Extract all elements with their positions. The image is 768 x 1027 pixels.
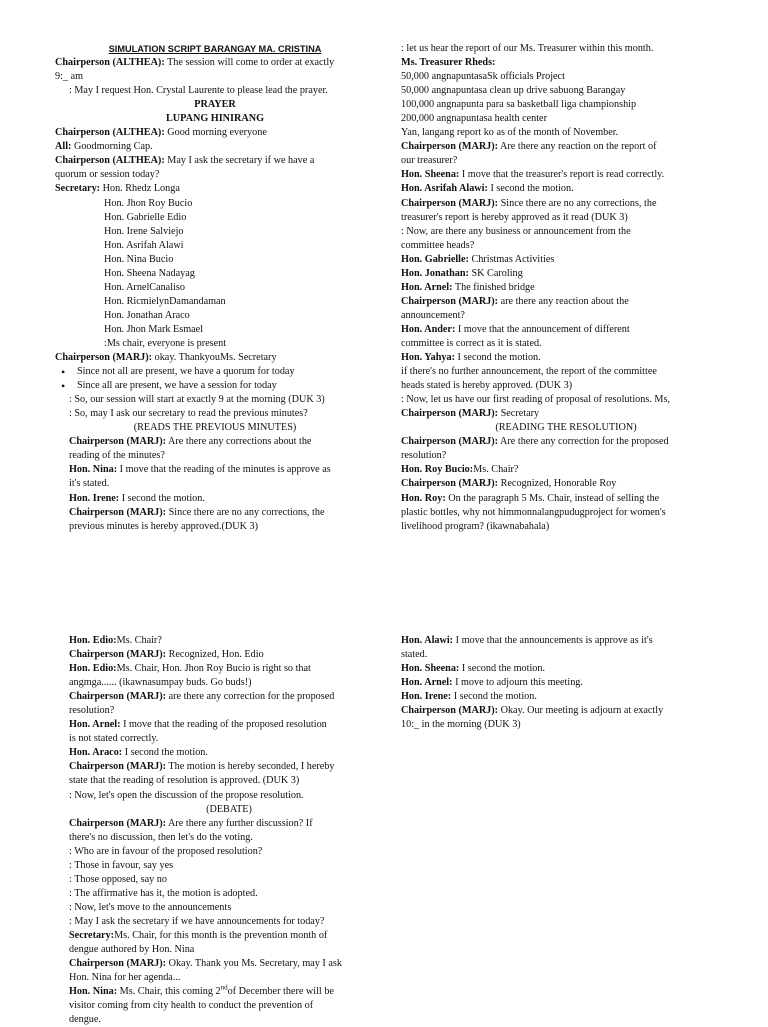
text-line: : May I request Hon. Crystal Laurente to please lead the prayer. — [69, 85, 328, 97]
text-line: resolution? — [69, 705, 115, 717]
text-line: 50,000 angnapuntasa clean up drive sabuong Barangay — [401, 85, 626, 97]
text-line: Hon. Asrifah Alawi — [104, 239, 184, 251]
text-line: Hon. RicmielynDamandaman — [104, 295, 226, 307]
text-line: :Ms chair, everyone is present — [104, 337, 227, 349]
text-line: Secretary:Ms. Chair, for this month is the prevention month of — [69, 929, 328, 941]
text-line: Hon. Gabrielle: Christmas Activities — [401, 253, 555, 265]
text-line: : The affirmative has it, the motion is adopted. — [69, 887, 258, 899]
text-line: angmga...... (ikawnasumpay buds. Go buds!) — [69, 677, 252, 689]
text-line: (READS THE PREVIOUS MINUTES) — [133, 422, 297, 434]
text-line: Hon. Sheena Nadayag — [104, 267, 195, 279]
text-line: 50,000 angnapuntasaSk officials Project — [401, 71, 565, 83]
page-2-left-column — [69, 634, 389, 1027]
text-line: Chairperson (MARJ): Are there any further discussion? If — [69, 817, 313, 829]
text-line: : Those in favour, say yes — [69, 859, 174, 871]
text-line: Hon. Arnel: I move to adjourn this meeting. — [401, 677, 583, 689]
text-line: (READING THE RESOLUTION) — [495, 422, 637, 434]
text-line: • Since not all are present, we have a quorum for today — [55, 365, 375, 379]
text-line: Chairperson (MARJ): Are there any corrections about the — [69, 436, 312, 448]
text-line: 200,000 angnapuntasa health center — [401, 113, 547, 125]
text-line: is not stated correctly. — [69, 733, 159, 745]
text-line: plastic bottles, why not himmonnalangpudugproject for women's — [401, 506, 666, 518]
text-line: : Now, are there any business or announcement from the — [401, 225, 631, 237]
text-line: Hon. Irene: I second the motion. — [401, 691, 537, 703]
text-line: Hon. Edio:Ms. Chair? — [69, 635, 162, 646]
text-line: Chairperson (MARJ): are there any correction for the proposed — [69, 691, 335, 703]
text-line: visitor coming from city health to conduct the prevention of — [69, 1000, 314, 1012]
text-line: there's no discussion, then let's do the voting. — [69, 831, 253, 843]
page-2-right-column — [401, 634, 731, 732]
text-line: Hon. Gabrielle Edio — [104, 211, 187, 223]
text-line: Hon. Ander: I move that the announcement of different — [401, 323, 630, 335]
text-line: it's stated. — [69, 478, 110, 490]
text-line: Hon. Nina for her agenda... — [69, 972, 181, 984]
text-line: Chairperson (ALTHEA): The session will come to order at exactly — [55, 57, 335, 69]
text-line: Hon. Sheena: I move that the treasurer's report is read correctly. — [401, 169, 665, 181]
text-line: : Now, let's open the discussion of the propose resolution. — [69, 789, 304, 801]
text-line: state that the reading of resolution is approved. (DUK 3) — [69, 775, 300, 787]
text-line: heads stated is hereby approved. (DUK 3) — [401, 380, 573, 392]
text-line: : Who are in favour of the proposed resolution? — [69, 845, 263, 857]
text-line: Chairperson (MARJ): okay. ThankyouMs. Secretary — [55, 352, 277, 364]
text-line: Chairperson (MARJ): Okay. Thank you Ms. Secretary, may I ask — [69, 958, 342, 970]
text-line: announcement? — [401, 309, 465, 321]
text-line: Hon. Irene Salviejo — [104, 225, 184, 237]
text-line: : Now, let's move to the announcements — [69, 901, 232, 913]
text-line: Hon. Jonathan Araco — [104, 309, 190, 321]
text-line: dengue. — [69, 1014, 101, 1026]
text-line: Hon. Jonathan: SK Caroling — [401, 267, 523, 279]
text-line: : So, our session will start at exactly 9 at the morning (DUK 3) — [69, 394, 325, 406]
text-line: : Those opposed, say no — [69, 873, 167, 885]
text-line: Hon. Roy Bucio:Ms. Chair? — [401, 464, 519, 476]
text-line: : Now, let us have our first reading of proposal of resolutions. Ms, — [401, 394, 670, 406]
text-line: Chairperson (MARJ): Since there are no any corrections, the — [69, 506, 325, 518]
text-line: Secretary: Hon. Rhedz Longa — [55, 183, 180, 195]
text-line: Yan, langang report ko as of the month of November. — [401, 127, 619, 139]
text-line: Hon. Alawi: I move that the announcements is approve as it's — [401, 635, 653, 646]
text-line: resolution? — [401, 450, 447, 462]
text-line: Hon. Nina: I move that the reading of the minutes is approve as — [69, 464, 331, 476]
text-line: Hon. Sheena: I second the motion. — [401, 663, 546, 675]
text-line: LUPANG HINIRANG — [165, 113, 264, 125]
text-line: reading of the minutes? — [69, 450, 165, 462]
text-line: Chairperson (MARJ): The motion is hereby seconded, I hereby — [69, 761, 335, 773]
text-line: : May I ask the secretary if we have announcements for today? — [69, 915, 325, 927]
text-line: Chairperson (ALTHEA): Good morning everyone — [55, 127, 267, 139]
text-line: livelihood program? (ikawnabahala) — [401, 520, 550, 532]
text-line: All: Goodmorning Cap. — [55, 141, 153, 153]
text-line: Chairperson (MARJ): Okay. Our meeting is adjourn at exactly — [401, 705, 664, 717]
text-line: Ms. Treasurer Rheds: — [401, 57, 496, 69]
page-1-left-column — [55, 42, 375, 534]
text-line: (DEBATE) — [206, 803, 252, 815]
text-line: Chairperson (MARJ): Are there any reaction on the report of — [401, 141, 657, 153]
text-line: Hon. Edio:Ms. Chair, Hon. Jhon Roy Bucio is right so that — [69, 663, 311, 675]
text-line: if there's no further announcement, the report of the committee — [401, 366, 657, 378]
text-line: Chairperson (MARJ): Since there are no any corrections, the — [401, 197, 657, 209]
text-line: Chairperson (ALTHEA): May I ask the secretary if we have a — [55, 155, 315, 167]
text-line: previous minutes is hereby approved.(DUK 3) — [69, 520, 258, 532]
text-line: 100,000 angnapunta para sa basketball liga championship — [401, 99, 637, 111]
text-line: committee heads? — [401, 239, 475, 251]
text-line: 9:_ am — [55, 71, 84, 83]
text-line: Chairperson (MARJ): Secretary — [401, 408, 540, 420]
text-line: Chairperson (MARJ): Recognized, Honorable Roy — [401, 478, 617, 490]
text-line: Hon. Arnel: The finished bridge — [401, 281, 535, 293]
text-line: Hon. Yahya: I second the motion. — [401, 352, 541, 364]
text-line: Hon. Jhon Roy Bucio — [104, 197, 193, 209]
text-line: Hon. Nina Bucio — [104, 253, 174, 265]
text-line: our treasurer? — [401, 155, 458, 167]
text-line: Hon. Roy: On the paragraph 5 Ms. Chair, instead of selling the — [401, 492, 660, 504]
text-line: Hon. Irene: I second the motion. — [69, 492, 205, 504]
text-line: treasurer's report is hereby approved as it read (DUK 3) — [401, 211, 628, 223]
text-line: 10:_ in the morning (DUK 3) — [401, 719, 521, 731]
text-line: • Since all are present, we have a session for today — [55, 379, 375, 393]
text-line: Chairperson (MARJ): Recognized, Hon. Edio — [69, 649, 264, 661]
text-line: quorum or session today? — [55, 169, 160, 181]
text-line: PRAYER — [194, 99, 236, 111]
text-line: Chairperson (MARJ): are there any reaction about the — [401, 295, 629, 307]
text-line: Chairperson (MARJ): Are there any correction for the proposed — [401, 436, 669, 448]
page-1-right-column — [401, 42, 731, 534]
text-line: SIMULATION SCRIPT BARANGAY MA. CRISTINA — [108, 44, 322, 54]
text-line: : So, may I ask our secretary to read the previous minutes? — [69, 408, 308, 420]
text-line: Hon. Nina: Ms. Chair, this coming 2ndof December there will be — [69, 983, 334, 998]
text-line: committee is correct as it is stated. — [401, 337, 542, 349]
text-line: dengue authored by Hon. Nina — [69, 944, 195, 956]
text-line: : let us hear the report of our Ms. Treasurer within this month. — [401, 43, 654, 54]
text-line: Hon. Arnel: I move that the reading of the proposed resolution — [69, 719, 327, 731]
page-2 — [0, 630, 768, 1024]
text-line: Hon. Araco: I second the motion. — [69, 747, 208, 759]
text-line: Hon. Asrifah Alawi: I second the motion. — [401, 183, 574, 195]
text-line: stated. — [401, 649, 428, 661]
text-line: Hon. ArnelCanaliso — [104, 281, 185, 293]
text-line: Hon. Jhon Mark Esmael — [104, 323, 204, 335]
